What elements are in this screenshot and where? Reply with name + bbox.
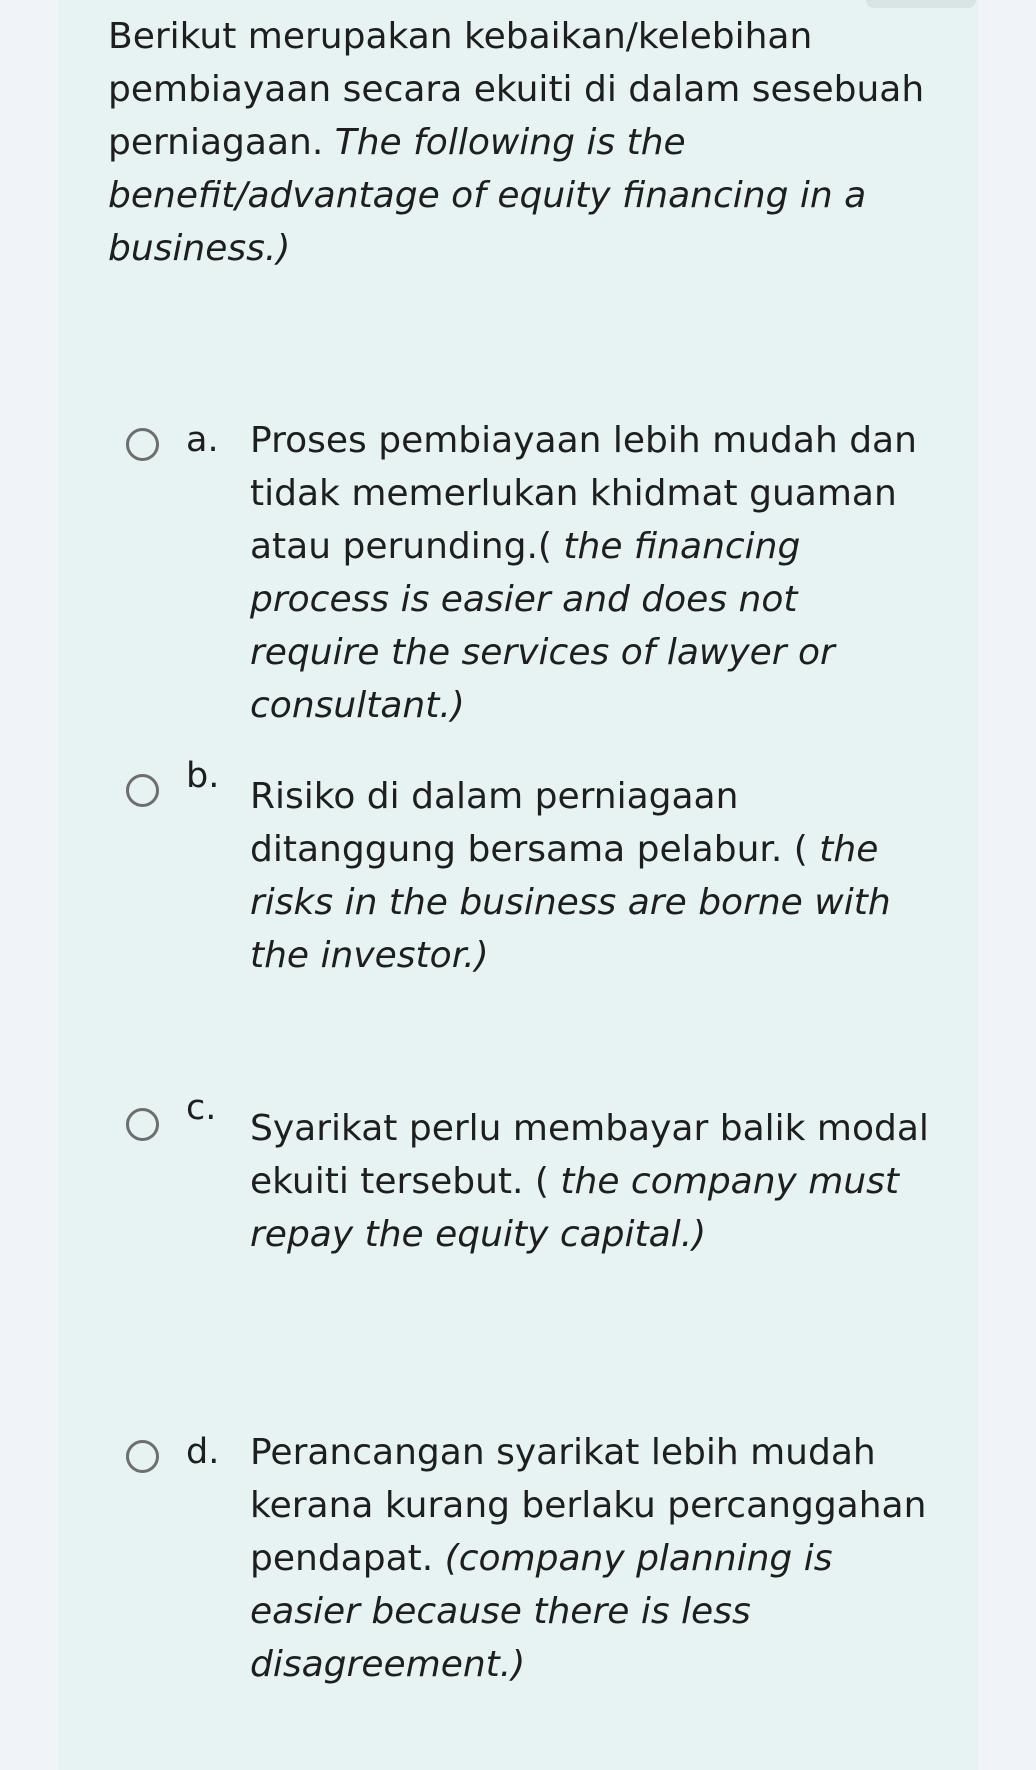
option-d[interactable]: [126, 1420, 926, 1760]
question-text-english: The following is the benefit/advantage of equity financing in a business.): [108, 122, 867, 269]
option-c-letter: c.: [186, 1088, 217, 1128]
option-b-text: [250, 770, 930, 982]
question-text-malay: Berikut merupakan kebaikan/kelebihan pembiayaan secara ekuiti di dalam sesebuah perniagaan.: [108, 16, 925, 163]
option-c-text-english: the company must repay the equity capital.): [250, 1161, 900, 1255]
option-d-letter: d.: [186, 1432, 220, 1472]
radio-button-a[interactable]: [126, 428, 159, 461]
radio-button-c[interactable]: [126, 1108, 159, 1141]
option-d-text-english: (company planning is easier because there is less disagreement.): [250, 1538, 833, 1685]
option-a-text: [250, 414, 930, 732]
option-b[interactable]: [126, 758, 926, 988]
option-a-text-malay: Proses pembiayaan lebih mudah dan tidak memerlukan khidmat guaman atau perunding.(: [250, 420, 917, 567]
option-c-text-malay: Syarikat perlu membayar balik modal ekuiti tersebut. (: [250, 1108, 929, 1202]
option-d-text-malay: Perancangan syarikat lebih mudah kerana kurang berlaku percanggahan pendapat.: [250, 1432, 927, 1579]
option-a-text-english: the financing process is easier and does not require the services of lawyer or consultant.): [250, 526, 835, 726]
radio-button-b[interactable]: [126, 774, 159, 807]
option-b-text-malay: Risiko di dalam perniagaan ditanggung bersama pelabur. (: [250, 776, 808, 870]
option-b-letter: b.: [186, 756, 220, 796]
option-c-text: [250, 1102, 930, 1261]
option-a-letter: a.: [186, 420, 219, 460]
option-c[interactable]: [126, 1088, 929, 1320]
option-a[interactable]: [126, 408, 926, 728]
question-text: [108, 10, 938, 275]
option-d-text: [250, 1426, 930, 1691]
option-b-text-english: the risks in the business are borne with the investor.): [250, 829, 891, 976]
card-corner-shade: [866, 0, 976, 8]
radio-button-d[interactable]: [126, 1440, 159, 1473]
